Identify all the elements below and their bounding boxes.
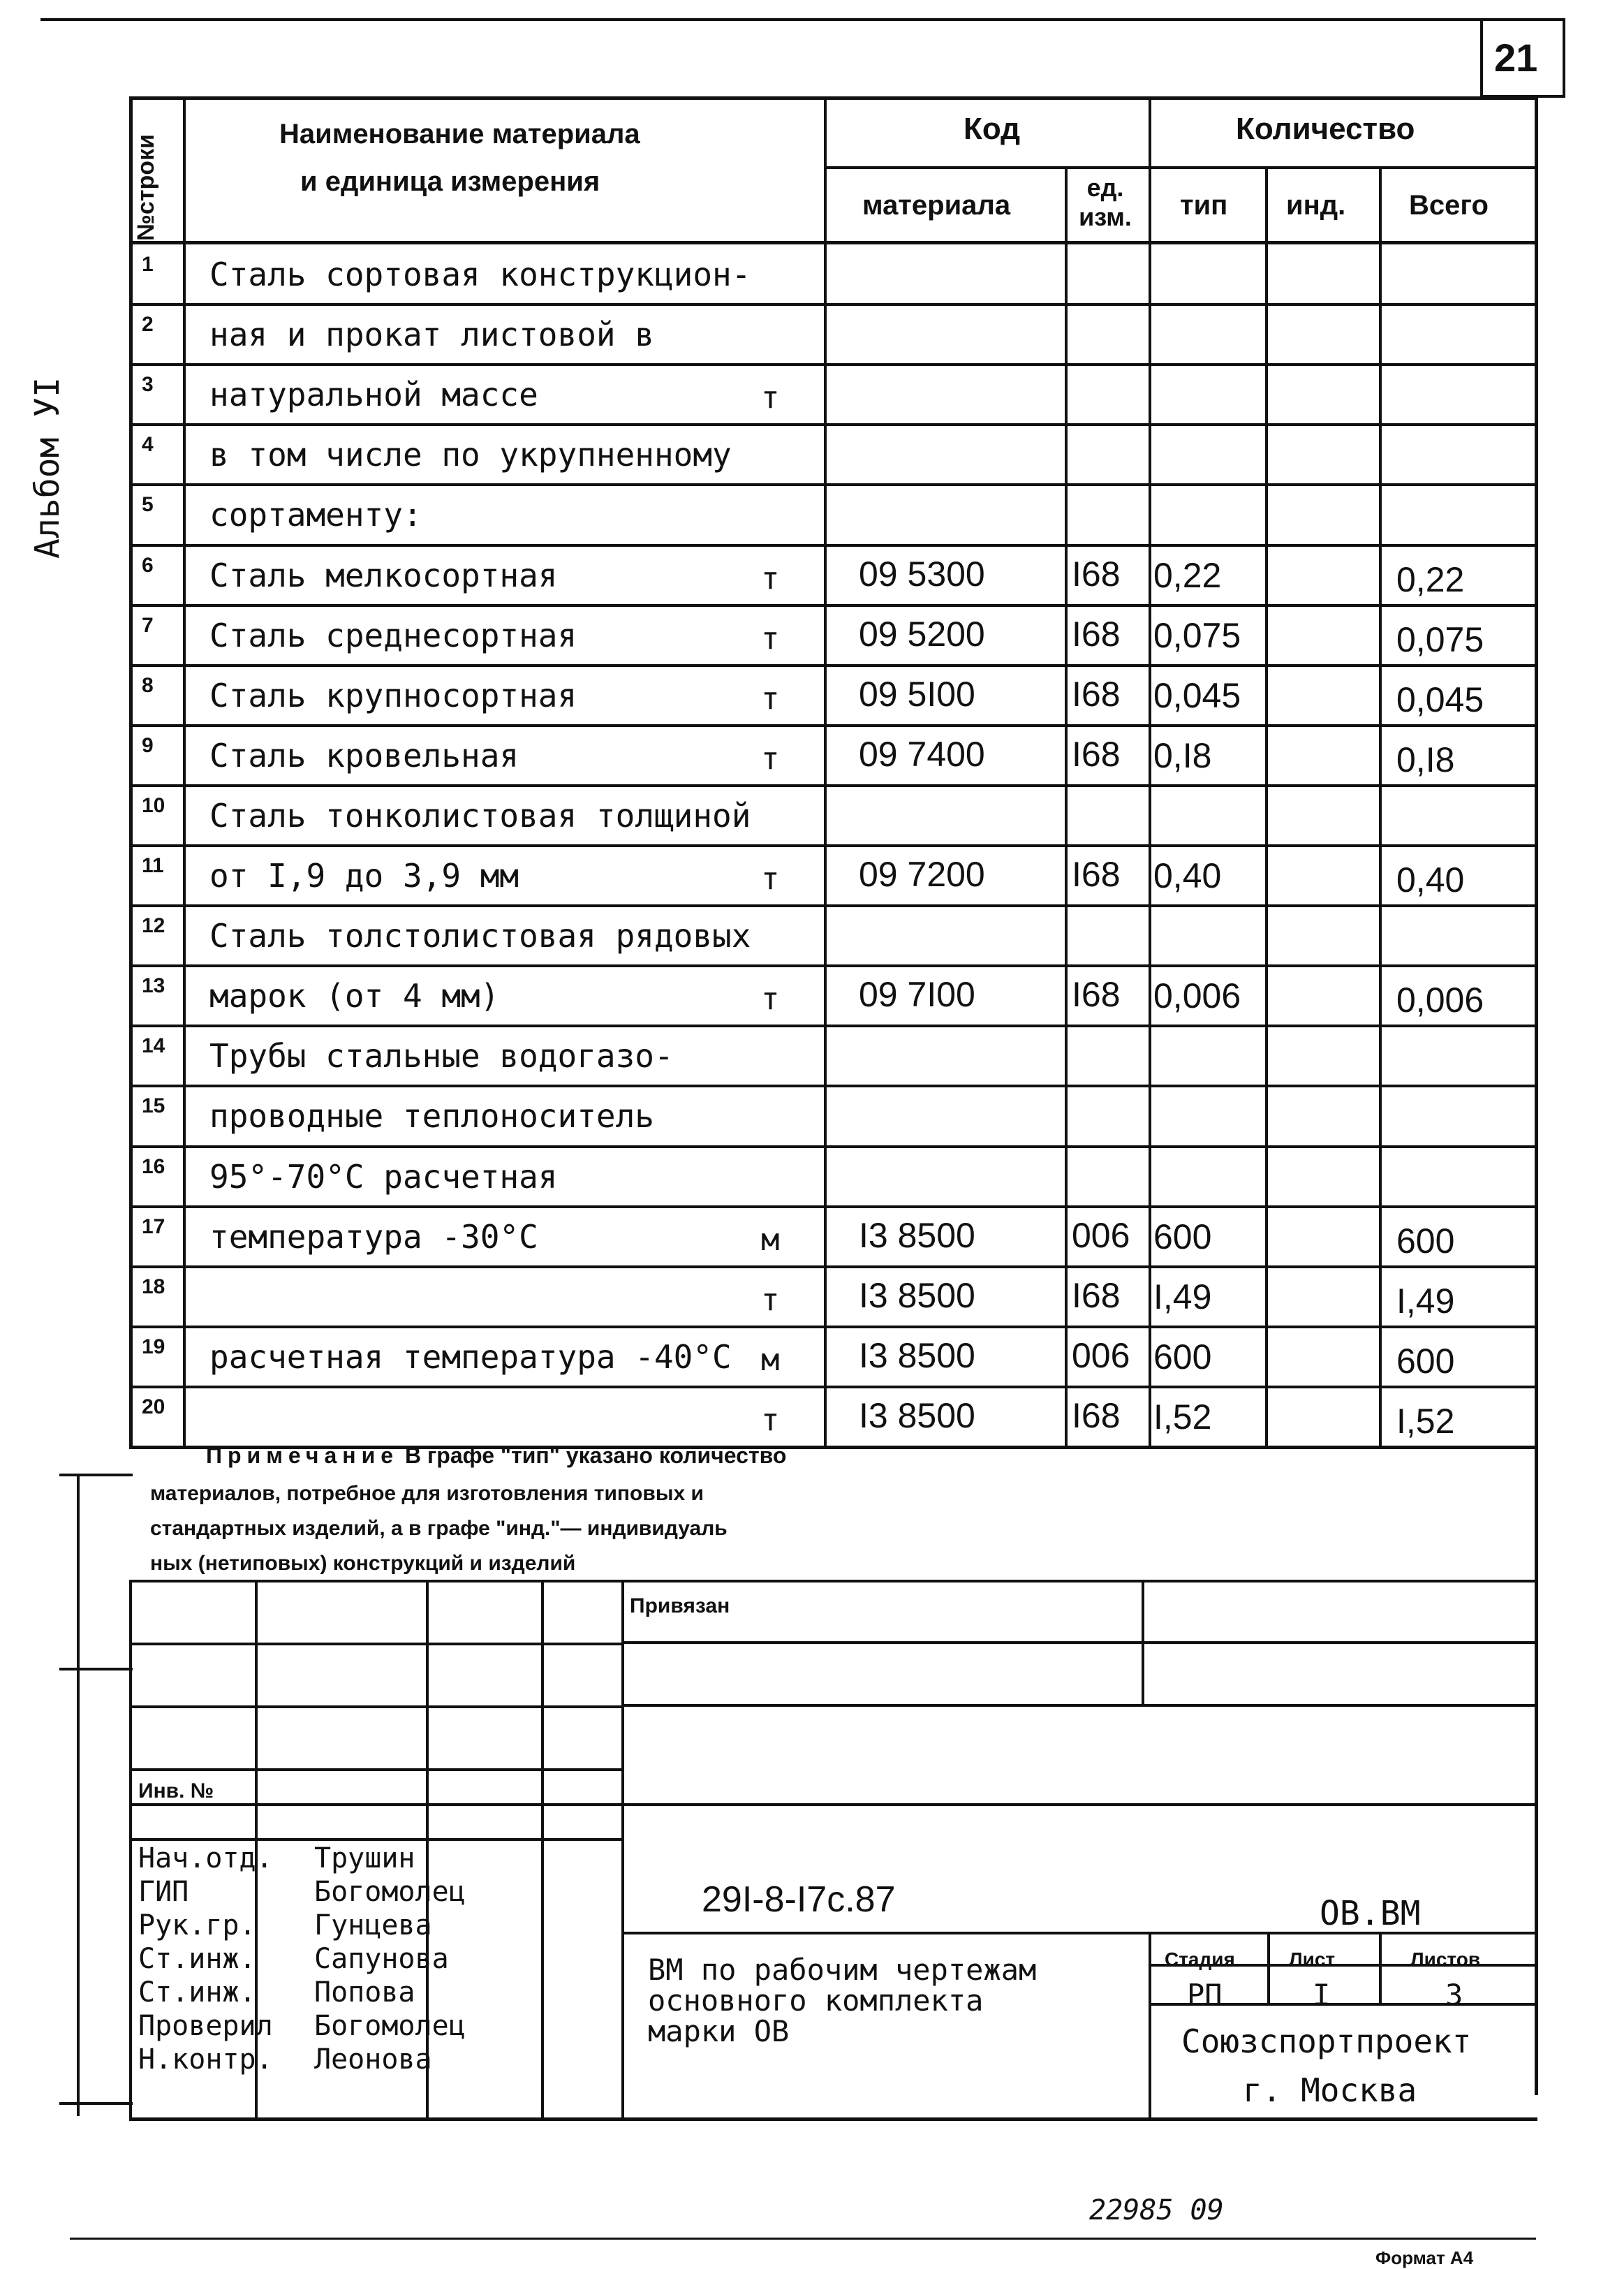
header-row-number: №строки	[133, 134, 159, 241]
unit-code: I68	[1072, 614, 1121, 654]
table-left-line	[129, 96, 133, 1449]
signer-name: Богомолец	[314, 1876, 466, 1908]
tb-row-line	[129, 1838, 621, 1841]
material-name: марок (от 4 мм)	[209, 977, 500, 1015]
material-name: ная и прокат листовой в	[209, 316, 654, 354]
row-number: 2	[142, 313, 154, 337]
sheets-label: Листов	[1410, 1948, 1481, 1970]
album-label: Альбом УI	[28, 376, 67, 559]
tb-col-line	[1142, 1580, 1144, 1705]
col-line	[824, 96, 827, 1446]
qty-type: 0,I8	[1153, 735, 1212, 775]
material-code: 09 7200	[859, 855, 985, 894]
inv-no-label: Инв. №	[138, 1779, 214, 1802]
table-top-line	[129, 96, 1537, 100]
signer-role: Ст.инж.	[138, 1943, 256, 1975]
material-unit: т	[761, 560, 780, 596]
material-code: 09 7400	[859, 734, 985, 774]
note-label: Примечание	[206, 1443, 399, 1468]
row-number: 19	[142, 1335, 165, 1358]
qty-type: 0,045	[1153, 675, 1241, 715]
material-name: натуральной массе	[209, 376, 538, 414]
row-number: 18	[142, 1275, 165, 1298]
material-unit: т	[761, 620, 780, 656]
material-unit: т	[761, 1402, 780, 1438]
row-line	[129, 664, 1535, 667]
signer-name: Богомолец	[314, 2010, 466, 2042]
header-q-type: тип	[1180, 190, 1228, 221]
row-number: 20	[142, 1395, 165, 1418]
header-code-unit: ед. изм.	[1079, 173, 1132, 231]
row-line	[129, 363, 1535, 366]
header-code-material: материала	[862, 190, 1011, 221]
material-name: Сталь крупносортная	[209, 676, 577, 714]
material-code: 09 7I00	[859, 975, 975, 1015]
qty-total: 0,075	[1396, 619, 1484, 659]
signer-role: ГИП	[138, 1876, 189, 1908]
note-line3: стандартных изделий, а в графе "инд."— индивидуаль	[150, 1517, 728, 1540]
header-name-line2: и единица измерения	[300, 166, 600, 197]
material-code: I3 8500	[859, 1395, 975, 1435]
material-code: I3 8500	[859, 1335, 975, 1375]
margin-line	[77, 1474, 80, 2116]
header-bottom-line	[129, 241, 1537, 244]
row-line	[129, 904, 1535, 907]
tb-row-line	[621, 1704, 1535, 1707]
row-line	[129, 483, 1535, 486]
signer-name: Сапунова	[314, 1943, 449, 1975]
row-number: 1	[142, 253, 154, 276]
sheet-label: Лист	[1289, 1948, 1336, 1970]
qty-total: I,49	[1396, 1281, 1455, 1321]
doc-title-3: марки ОВ	[648, 2014, 790, 2048]
row-line	[129, 303, 1535, 306]
row-number: 16	[142, 1154, 165, 1178]
material-name: проводные теплоноситель	[209, 1097, 654, 1136]
header-mid-line	[824, 166, 1535, 169]
col-line	[1065, 166, 1068, 1446]
material-unit: т	[761, 740, 780, 777]
row-number: 10	[142, 793, 165, 817]
stage-label: Стадия	[1165, 1948, 1235, 1970]
qty-total: 0,045	[1396, 680, 1484, 719]
row-number: 9	[142, 733, 154, 757]
frame-right	[1563, 18, 1565, 95]
unit-code: I68	[1072, 734, 1121, 774]
row-line	[129, 1025, 1535, 1027]
doc-title-2: основного комплекта	[648, 1983, 984, 2018]
row-line	[129, 1145, 1535, 1148]
material-name: Сталь тонколистовая толщиной	[209, 796, 751, 835]
unit-code: 006	[1072, 1215, 1130, 1255]
row-number: 14	[142, 1034, 165, 1058]
row-line	[129, 1326, 1535, 1328]
stage-value: РП	[1187, 1978, 1223, 2012]
row-number: 12	[142, 914, 165, 938]
row-number: 15	[142, 1094, 165, 1118]
col-line	[1265, 166, 1268, 1446]
sheet-value: I	[1313, 1978, 1331, 2012]
qty-total: 600	[1396, 1221, 1455, 1261]
privyazan-label: Привязан	[630, 1594, 730, 1617]
unit-code: I68	[1072, 554, 1121, 594]
material-code: I3 8500	[859, 1215, 975, 1255]
qty-type: 600	[1153, 1217, 1212, 1256]
material-unit: т	[761, 1282, 780, 1318]
material-name: Сталь толстолистовая рядовых	[209, 917, 751, 955]
frame-top	[40, 18, 1563, 21]
header-q-ind: инд.	[1286, 190, 1346, 221]
tb-col-line	[1149, 1932, 1151, 2119]
stamp-number: 22985 09	[1089, 2194, 1224, 2226]
unit-code: I68	[1072, 975, 1121, 1015]
signer-name: Попова	[314, 1976, 415, 2009]
tb-col-line	[541, 1580, 544, 2117]
material-code: 09 5300	[859, 554, 985, 594]
row-number: 3	[142, 373, 154, 397]
material-name: Сталь мелкосортная	[209, 556, 558, 594]
tb-row-line	[621, 1641, 1535, 1644]
signer-role: Проверил	[138, 2010, 273, 2042]
material-name: Трубы стальные водогазо-	[209, 1037, 674, 1075]
note-line1	[206, 1443, 786, 1469]
material-unit: т	[761, 861, 780, 897]
material-code: 09 5I00	[859, 674, 975, 714]
tb-row-line	[129, 1768, 621, 1771]
header-code: Код	[964, 112, 1021, 146]
row-number: 4	[142, 433, 154, 457]
signer-name: Гунцева	[314, 1909, 432, 1941]
qty-total: 0,I8	[1396, 740, 1455, 779]
qty-total: 0,006	[1396, 981, 1484, 1020]
header-name-line1: Наименование материала	[279, 119, 640, 149]
qty-type: 0,075	[1153, 615, 1241, 655]
format-label: Формат А4	[1375, 2247, 1474, 2268]
note-line2: материалов, потребное для изготовления типовых и	[150, 1482, 704, 1505]
unit-code: I68	[1072, 1275, 1121, 1315]
material-unit: м	[761, 1221, 780, 1258]
signer-name: Трушин	[314, 1842, 415, 1874]
tb-col-line	[1267, 1932, 1270, 2003]
margin-line	[59, 1668, 133, 1670]
qty-type: 600	[1153, 1337, 1212, 1376]
tb-top-line	[129, 1580, 1535, 1583]
signer-role: Ст.инж.	[138, 1976, 256, 2009]
tb-col-line	[1379, 1932, 1382, 2003]
header-quantity: Количество	[1236, 112, 1415, 146]
material-name: Сталь кровельная	[209, 736, 519, 774]
margin-line	[59, 2102, 133, 2105]
row-line	[129, 1386, 1535, 1388]
col-line	[1149, 96, 1151, 1446]
note-line4: ных (нетиповых) конструкций и изделий	[150, 1552, 576, 1575]
row-line	[129, 784, 1535, 787]
material-name: Сталь среднесортная	[209, 616, 577, 654]
row-line	[129, 544, 1535, 547]
doc-title-1: ВМ по рабочим чертежам	[648, 1953, 1037, 1987]
sheets-value: 3	[1445, 1978, 1463, 2012]
unit-code: I68	[1072, 855, 1121, 894]
row-line	[129, 964, 1535, 967]
material-unit: т	[761, 380, 780, 416]
header-q-total: Всего	[1409, 190, 1489, 221]
col-line	[1379, 166, 1382, 1446]
row-line	[129, 604, 1535, 607]
doc-code: 29I-8-I7с.87	[702, 1879, 896, 1920]
signer-role: Нач.отд.	[138, 1842, 273, 1874]
row-line	[129, 844, 1535, 847]
row-number: 6	[142, 553, 154, 577]
row-number: 11	[142, 854, 164, 877]
row-line	[129, 1205, 1535, 1208]
row-line	[129, 724, 1535, 727]
note-text-1: В графе "тип" указано количество	[404, 1443, 787, 1468]
qty-total: 0,40	[1396, 860, 1465, 899]
footer-line	[70, 2238, 1536, 2240]
qty-type: 0,006	[1153, 976, 1241, 1016]
qty-total: 600	[1396, 1341, 1455, 1381]
row-line	[129, 1085, 1535, 1087]
org-name: Союзспортпроект	[1181, 2022, 1472, 2060]
tb-row-line	[129, 1643, 621, 1645]
signer-role: Н.контр.	[138, 2043, 273, 2076]
material-name: температура -30°С	[209, 1217, 538, 1256]
row-number: 5	[142, 493, 154, 517]
margin-line	[59, 1474, 133, 1476]
signer-role: Рук.гр.	[138, 1909, 256, 1941]
qty-type: 0,22	[1153, 555, 1222, 595]
org-city: г. Москва	[1243, 2071, 1417, 2109]
col-line	[183, 96, 186, 1446]
doc-mark: ОВ.ВМ	[1320, 1894, 1421, 1933]
material-name: расчетная температура -40°С	[209, 1337, 732, 1376]
material-unit: т	[761, 680, 780, 717]
unit-code: I68	[1072, 674, 1121, 714]
material-unit: м	[761, 1342, 780, 1378]
qty-type: 0,40	[1153, 856, 1222, 895]
unit-code: I68	[1072, 1395, 1121, 1435]
row-number: 7	[142, 613, 154, 637]
material-name: 95°-70°С расчетная	[209, 1157, 558, 1196]
material-unit: т	[761, 981, 780, 1018]
tb-bottom-line	[129, 2117, 1537, 2121]
page-number: 21	[1494, 36, 1538, 80]
table-right-line	[1535, 96, 1538, 2095]
material-name: от I,9 до 3,9 мм	[209, 857, 519, 895]
qty-type: I,52	[1153, 1397, 1212, 1437]
tb-row-line	[129, 1803, 1535, 1806]
row-number: 17	[142, 1214, 165, 1238]
material-code: I3 8500	[859, 1275, 975, 1315]
qty-total: I,52	[1396, 1401, 1455, 1441]
row-number: 13	[142, 974, 165, 998]
tb-col-line	[129, 1580, 132, 2117]
qty-type: I,49	[1153, 1277, 1212, 1316]
material-name: в том числе по укрупненному	[209, 436, 732, 474]
row-line	[129, 423, 1535, 426]
row-number: 8	[142, 673, 154, 697]
unit-code: 006	[1072, 1335, 1130, 1375]
row-line	[129, 1265, 1535, 1268]
tb-row-line	[129, 1705, 621, 1708]
material-code: 09 5200	[859, 614, 985, 654]
qty-total: 0,22	[1396, 559, 1465, 599]
tb-col-line	[621, 1580, 624, 2117]
material-name: Сталь сортовая конструкцион-	[209, 256, 751, 293]
material-name: сортаменту:	[209, 496, 422, 534]
signer-name: Леонова	[314, 2043, 432, 2076]
frame-corner-left	[1480, 18, 1483, 95]
